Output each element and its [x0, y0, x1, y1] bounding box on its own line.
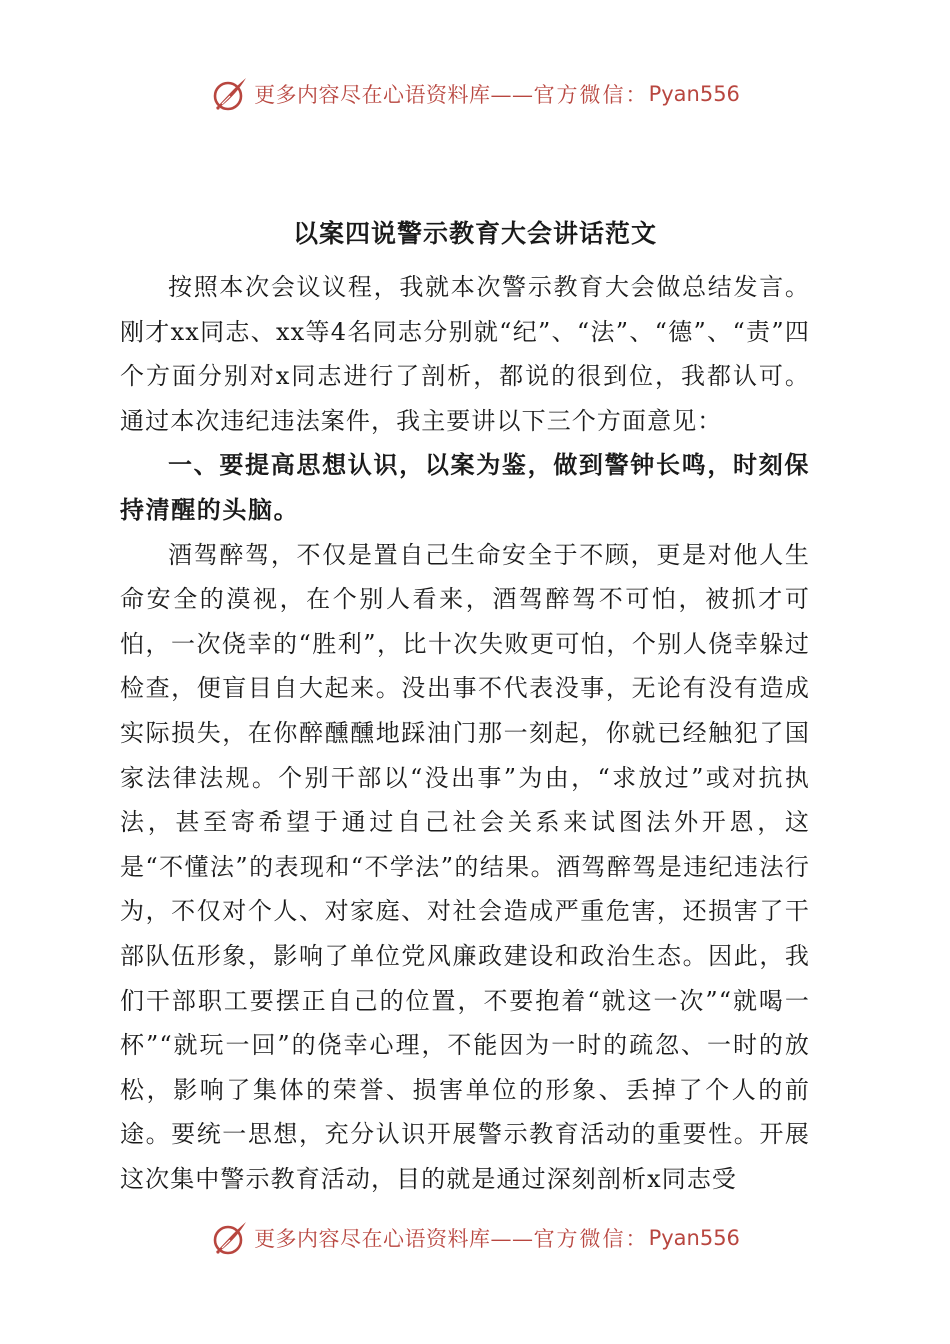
banner-slogan: 更多内容尽在心语资料库——: [254, 83, 534, 107]
footer-slogan: 更多内容尽在心语资料库——: [254, 1227, 534, 1251]
header-banner: [0, 72, 950, 116]
intro-paragraph: 按照本次会议议程，我就本次警示教育大会做总结发言。刚才xx同志、xx等4名同志分别就“纪”、“法”、“德”、“责”四个方面分别对x同志进行了剖析，都说的很到位，我都认可。通过本次违纪违法案件，我主要讲以下三个方面意见：: [120, 273, 810, 435]
quill-circle-icon: [210, 1218, 250, 1258]
document-body: [120, 265, 810, 1201]
footer-banner: [0, 1216, 950, 1260]
document-title: 以案四说警示教育大会讲话范文: [292, 219, 657, 248]
banner-wechat-label: 官方微信：: [533, 83, 649, 107]
section-1-body: 酒驾醉驾，不仅是置自己生命安全于不顾，更是对他人生命安全的漠视，在个别人看来，酒驾醉驾不可怕，被抓才可怕，一次侥幸的“胜利”，比十次失败更可怕，个别人侥幸躲过检查，便盲目自大起来。没出事不代表没事，无论有没有造成实际损失，在你醉醺醺地踩油门那一刻起，你就已经触犯了国家法律法规。个别干部以“没出事”为由，“求放过”或对抗执法，甚至寄希望于通过自己社会关系来试图法外开恩，这是“不懂法”的表现和“不学法”的结果。酒驾醉驾是违纪违法行为，不仅对个人、对家庭、对社会造成严重危害，还损害了干部队伍形象，影响了单位党风廉政建设和政治生态。因此，我们干部职工要摆正自己的位置，不要抱着“就这一次”“就喝一杯”“就玩一回”的侥幸心理，不能因为一时的疏忽、一时的放松，影响了集体的荣誉、损害单位的形象、丢掉了个人的前途。要统一思想，充分认识开展警示教育活动的重要性。开展这次集中警示教育活动，目的就是通过深刻剖析x同志受: [120, 540, 810, 1193]
quill-circle-icon: [210, 74, 250, 114]
footer-wechat-id: Pyan556: [648, 1226, 740, 1250]
footer-wechat-label: 官方微信：: [533, 1227, 649, 1251]
section-1-heading: 一、要提高思想认识，以案为鉴，做到警钟长鸣，时刻保持清醒的头脑。: [120, 450, 810, 524]
banner-wechat-id: Pyan556: [648, 82, 740, 106]
